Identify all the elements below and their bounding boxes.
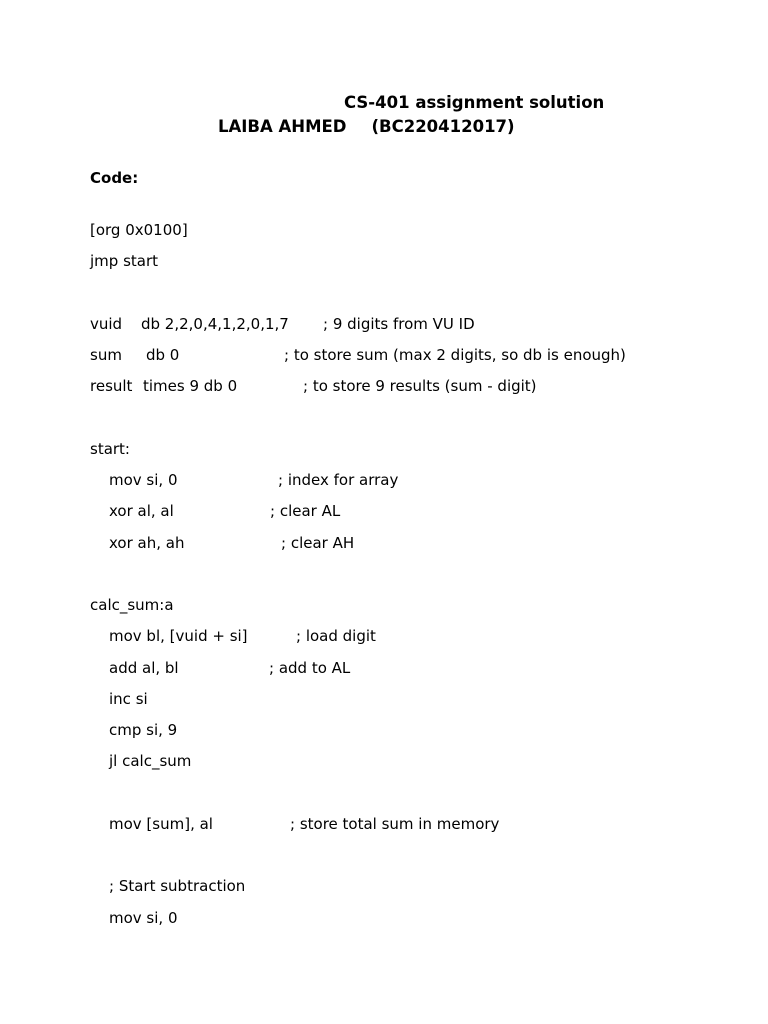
code-comment: ; index for array: [278, 471, 399, 489]
code-line: calc_sum:a: [90, 596, 174, 614]
code-line: jmp start: [90, 252, 159, 270]
code-line: inc si: [109, 690, 148, 708]
code-label: vuid: [90, 315, 123, 333]
document-title: CS-401 assignment solution: [344, 93, 605, 112]
code-comment: ; to store sum (max 2 digits, so db is enough): [284, 346, 626, 364]
code-line: start:: [90, 440, 130, 458]
code-comment: ; clear AH: [281, 534, 355, 552]
code-comment: ; load digit: [296, 627, 376, 645]
student-id: (BC220412017): [371, 117, 515, 136]
code-comment: ; clear AL: [270, 502, 341, 520]
code-instruction: mov bl, [vuid + si]: [109, 627, 248, 645]
code-comment: ; add to AL: [269, 659, 351, 677]
code-comment: ; 9 digits from VU ID: [323, 315, 475, 333]
code-instruction: xor al, al: [109, 502, 174, 520]
code-instruction: db 2,2,0,4,1,2,0,1,7: [141, 315, 289, 333]
code-instruction: times 9 db 0: [143, 377, 238, 395]
code-label: result: [90, 377, 133, 395]
author-line: [218, 119, 515, 136]
code-label: sum: [90, 346, 122, 364]
code-instruction: db 0: [146, 346, 180, 364]
code-line: cmp si, 9: [109, 721, 178, 739]
code-line: [org 0x0100]: [90, 221, 188, 239]
code-line: mov si, 0: [109, 909, 178, 927]
code-instruction: mov si, 0: [109, 471, 178, 489]
code-comment: ; to store 9 results (sum - digit): [303, 377, 537, 395]
code-instruction: add al, bl: [109, 659, 179, 677]
code-line: jl calc_sum: [109, 752, 192, 770]
code-instruction: mov [sum], al: [109, 815, 213, 833]
code-section-label: Code:: [90, 169, 139, 187]
code-comment: ; store total sum in memory: [290, 815, 500, 833]
code-line: ; Start subtraction: [109, 877, 246, 895]
code-instruction: xor ah, ah: [109, 534, 185, 552]
author-name: LAIBA AHMED: [218, 117, 347, 136]
